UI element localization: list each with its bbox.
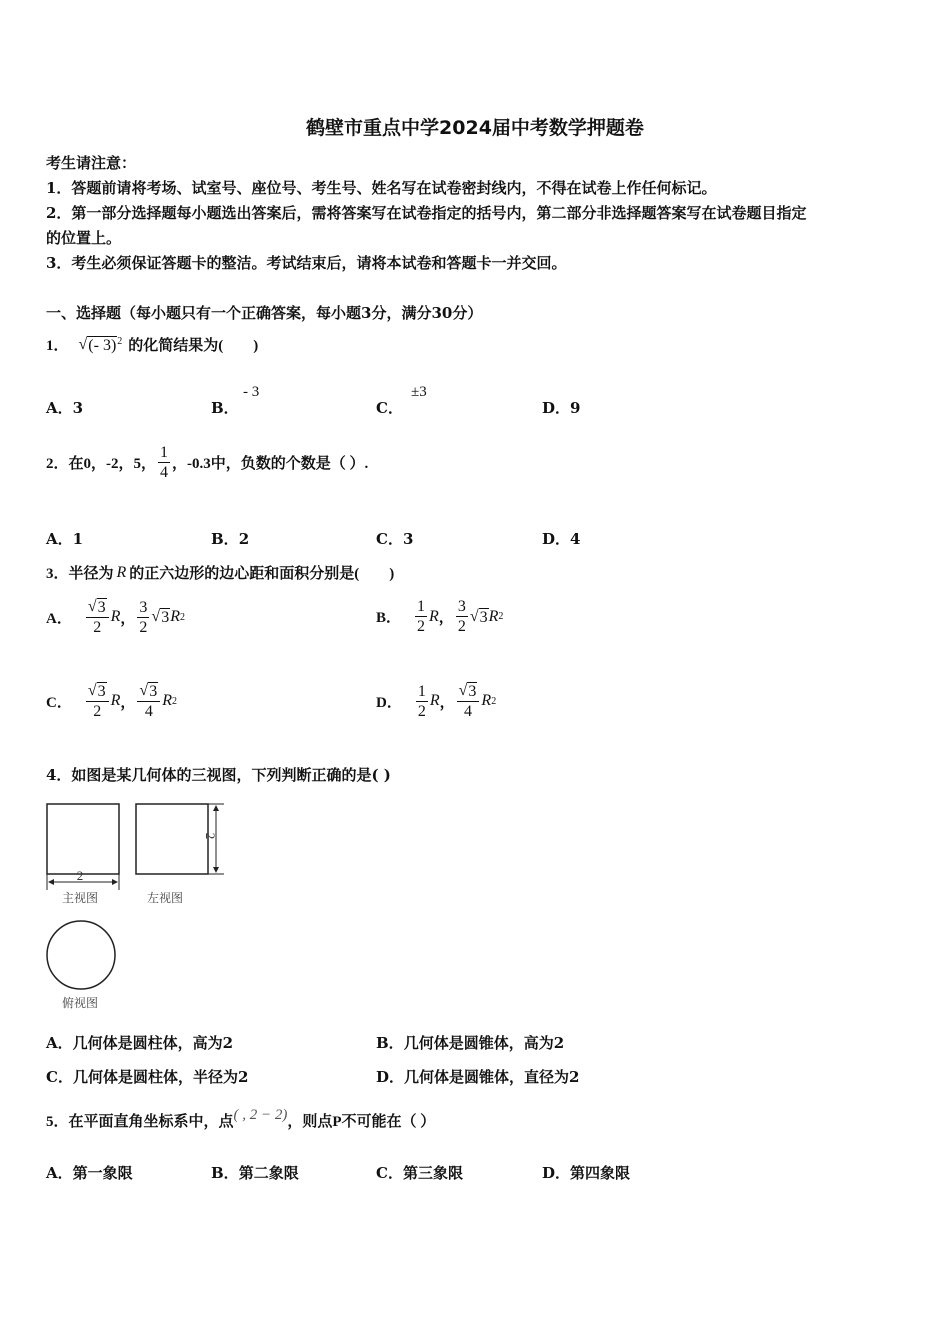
q1-option-a [46, 397, 83, 418]
q4-option-d [376, 1066, 579, 1087]
q4-option-c [46, 1066, 248, 1087]
option-label: A． [46, 530, 73, 548]
option-label: A． [46, 1034, 73, 1052]
option-value: 几何体是圆锥体，直径为2 [404, 1068, 580, 1086]
option-label: C． [376, 1164, 403, 1182]
notice-item-3: 3．考生必须保证答题卡的整洁。考试结束后，请将本试卷和答题卡一并交回。 [46, 254, 567, 272]
option-label: D． [542, 399, 571, 417]
math-r: R [429, 692, 440, 709]
question-4-text: 4．如图是某几何体的三视图，下列判断正确的是( ) [46, 766, 391, 784]
q3-option-a: A． √ 3 2 R ， $\frac{3}{2}$ √ 3 R 2 [46, 598, 185, 636]
fraction-denominator: 2 [457, 618, 466, 635]
q5-option-c [376, 1162, 463, 1183]
exponent: 2 [491, 695, 497, 707]
fraction-numerator: 3 [139, 598, 148, 616]
question-1 [46, 334, 258, 355]
option-label: A． [46, 1164, 73, 1182]
top-view-circle [47, 921, 115, 989]
exponent: 2 [498, 611, 504, 622]
option-label: A． [46, 610, 72, 627]
comma: ， [438, 610, 454, 626]
option-label: C． [376, 399, 403, 417]
q1-option-c-value: ±3 [411, 384, 427, 400]
q3-option-d [376, 682, 496, 720]
option-value: 1 [72, 530, 84, 548]
option-value: 3 [72, 399, 84, 417]
math-r: R [481, 692, 492, 709]
option-label: D． [376, 694, 402, 711]
question-5 [46, 1107, 436, 1131]
question-5-text-pre: 5．在平面直角坐标系中，点 [46, 1114, 234, 1130]
fraction-denominator: 2 [93, 703, 102, 720]
option-value: 3 [402, 530, 414, 548]
fraction-numerator: 1 [417, 598, 426, 615]
q1-option-d [542, 397, 580, 418]
question-1-exponent: 2 [117, 335, 123, 347]
question-1-radicand: (- 3) [88, 336, 117, 354]
sqrt-radicand: 3 [468, 683, 477, 700]
comma: ， [120, 610, 136, 627]
math-r: R [170, 608, 180, 625]
notice-item-2: 2．第一部分选择题每小题选出答案后，需将答案写在试卷指定的括号内，第二部分非选择题答案写在试卷题目指定 [46, 204, 807, 222]
question-3 [46, 562, 394, 583]
exponent: 2 [171, 695, 177, 707]
sqrt-radicand: 3 [97, 683, 106, 700]
question-2-fraction [158, 444, 170, 481]
fraction-denominator: 4 [160, 464, 168, 481]
arrow-down [213, 867, 219, 873]
question-5-point: ( , 2 − 2) [233, 1107, 288, 1123]
q2-option-a [46, 528, 83, 549]
option-label: C． [46, 1068, 73, 1086]
fraction [137, 599, 149, 636]
comma: ， [439, 694, 455, 711]
option-label: B． [376, 610, 402, 626]
q4-option-b [376, 1032, 564, 1053]
arrow-right [112, 879, 118, 885]
option-value: 几何体是圆柱体，半径为2 [72, 1068, 249, 1086]
question-2-text-post: ，-0.3中，负数的个数是（ ）. [172, 456, 369, 472]
q1-option-b [211, 397, 239, 418]
option-value: 9 [570, 399, 581, 417]
question-5-text-post: ，则点P不可能在（ ） [287, 1114, 436, 1130]
option-label: B． [211, 399, 239, 417]
front-view-rect [47, 804, 119, 874]
question-3-variable: R [116, 563, 127, 581]
q3-option-c [46, 682, 177, 720]
fraction-denominator: 2 [417, 618, 426, 635]
three-view-figure [40, 798, 240, 1018]
arrow-left [48, 879, 54, 885]
notice-item-1: 1．答题前请将考场、试室号、座位号、考生号、姓名写在试卷密封线内，不得在试卷上作任何标记。 [46, 179, 717, 197]
option-label: C． [46, 694, 72, 711]
question-2 [46, 444, 368, 481]
fraction-numerator: 1 [160, 444, 168, 461]
comma: ， [120, 694, 136, 711]
option-value: 第二象限 [238, 1164, 299, 1182]
height-dimension-label: 2 [203, 832, 218, 840]
option-value: 第三象限 [402, 1164, 463, 1182]
question-1-sqrt: √ (- 3) $^2$ [78, 335, 123, 354]
question-1-text: 的化简结果为( ) [128, 338, 259, 354]
fraction: √ 3 2 [86, 598, 109, 636]
fraction [456, 598, 468, 635]
sqrt-radicand: 3 [479, 608, 488, 626]
section-heading: 一、选择题（每小题只有一个正确答案，每小题3分，满分30分） [46, 304, 483, 322]
q5-option-d [542, 1162, 630, 1183]
option-value: 2 [238, 530, 250, 548]
arrow-up [213, 805, 219, 811]
question-1-number: 1． [46, 338, 69, 354]
fraction-numerator: 1 [417, 682, 426, 700]
math-r: R [488, 607, 499, 625]
option-label: D． [542, 1164, 571, 1182]
option-label: B． [211, 530, 239, 548]
fraction: √ 3 4 [137, 682, 160, 720]
q3-option-b: B． $\frac{1}{2}$ R ， $\frac{3}{2}$ √ 3 R 2 [376, 598, 504, 635]
option-label: B． [211, 1164, 239, 1182]
fraction-denominator: 4 [144, 703, 153, 720]
notice-item-2-cont: 的位置上。 [46, 229, 122, 247]
front-view-label: 主视图 [61, 891, 99, 905]
option-label: D． [376, 1068, 405, 1086]
fraction-numerator: 3 [457, 598, 466, 615]
math-r: R [429, 607, 439, 625]
math-r: R [110, 692, 121, 709]
question-3-text-post: 的正六边形的边心距和面积分别是( ) [129, 566, 395, 582]
sqrt-radicand: 3 [161, 609, 170, 626]
option-value: 几何体是圆锥体，高为2 [403, 1034, 565, 1052]
option-label: B． [376, 1034, 404, 1052]
q1-option-c [376, 397, 403, 418]
option-label: D． [542, 530, 571, 548]
option-value: 第一象限 [72, 1164, 133, 1182]
q5-option-a [46, 1162, 133, 1183]
question-3-text-pre: 3．半径为 [46, 566, 114, 582]
sqrt-radicand: 3 [97, 599, 106, 616]
fraction-denominator: 4 [464, 703, 473, 720]
option-value: 第四象限 [570, 1164, 631, 1182]
q2-option-b [211, 528, 249, 549]
option-value: 4 [570, 530, 581, 548]
fraction [415, 598, 427, 635]
width-dimension-label: 2 [76, 868, 84, 883]
option-label: A． [46, 399, 73, 417]
top-view-label: 俯视图 [61, 996, 99, 1010]
option-label: C． [376, 530, 403, 548]
q1-option-b-value: - 3 [243, 384, 260, 400]
fraction [416, 683, 428, 720]
fraction-denominator: 2 [139, 618, 148, 636]
fraction-denominator: 2 [93, 619, 102, 636]
side-view-label: 左视图 [146, 891, 184, 905]
q5-option-b [211, 1162, 299, 1183]
fraction-denominator: 2 [417, 702, 426, 720]
q2-option-d [542, 528, 580, 549]
sqrt-radicand: 3 [149, 683, 158, 700]
side-view-rect [136, 804, 208, 874]
q4-option-a [46, 1032, 233, 1053]
fraction: √ 3 4 [457, 682, 480, 720]
math-r: R [110, 608, 121, 625]
option-value: 几何体是圆柱体，高为2 [72, 1034, 234, 1052]
page-title: 鹤壁市重点中学2024届中考数学押题卷 [306, 117, 644, 139]
exponent: 2 [179, 611, 185, 623]
question-2-text-pre: 2．在0，-2，5， [46, 456, 156, 472]
q2-option-c [376, 528, 413, 549]
math-r: R [162, 692, 172, 709]
fraction: √ 3 2 [86, 682, 109, 720]
notice-heading: 考生请注意： [46, 154, 137, 172]
